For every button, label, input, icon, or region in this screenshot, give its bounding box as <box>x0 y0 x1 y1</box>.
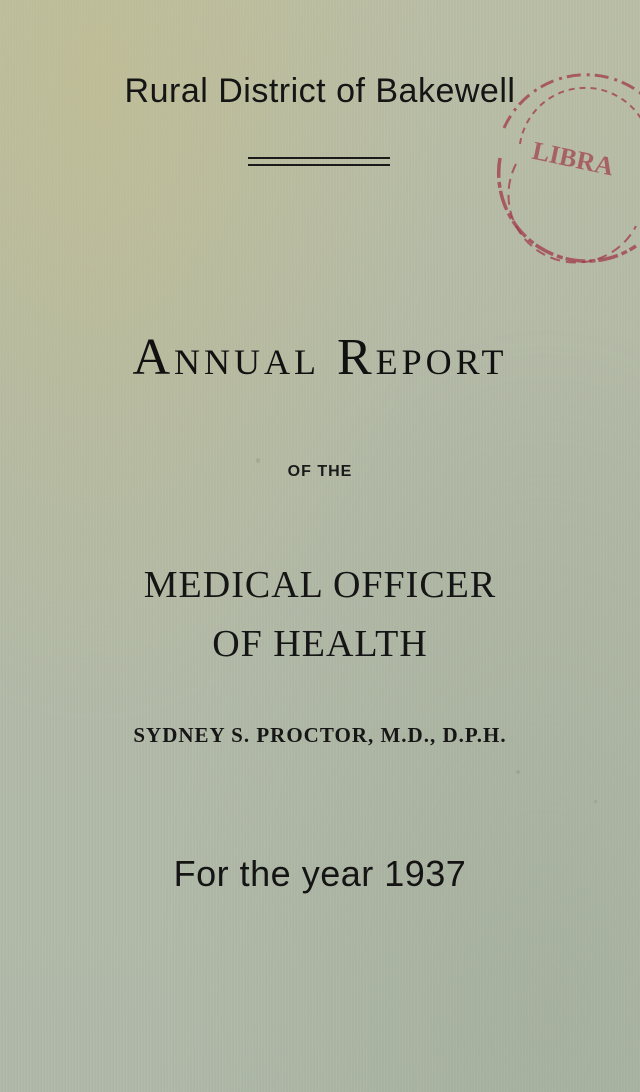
officer-name: SYDNEY S. PROCTOR, M.D., D.P.H. <box>133 723 507 747</box>
paper-blemish <box>594 800 597 803</box>
rule-line-bottom <box>248 164 390 166</box>
paper-blemish <box>256 458 260 463</box>
paper-blemish <box>516 770 520 774</box>
stamp-lettering: LIBRA <box>529 135 617 182</box>
rule-line-top <box>248 157 390 159</box>
medical-officer-line: MEDICAL OFFICER <box>143 564 497 606</box>
report-year: For the year 1937 <box>173 853 467 894</box>
library-stamp <box>486 88 640 258</box>
of-the-line: OF THE <box>287 463 353 480</box>
report-title: Annual Report <box>132 329 508 386</box>
of-health-line: OF HEALTH <box>212 623 428 665</box>
district-heading: Rural District of Bakewell <box>124 72 516 110</box>
double-rule-divider <box>248 157 390 167</box>
